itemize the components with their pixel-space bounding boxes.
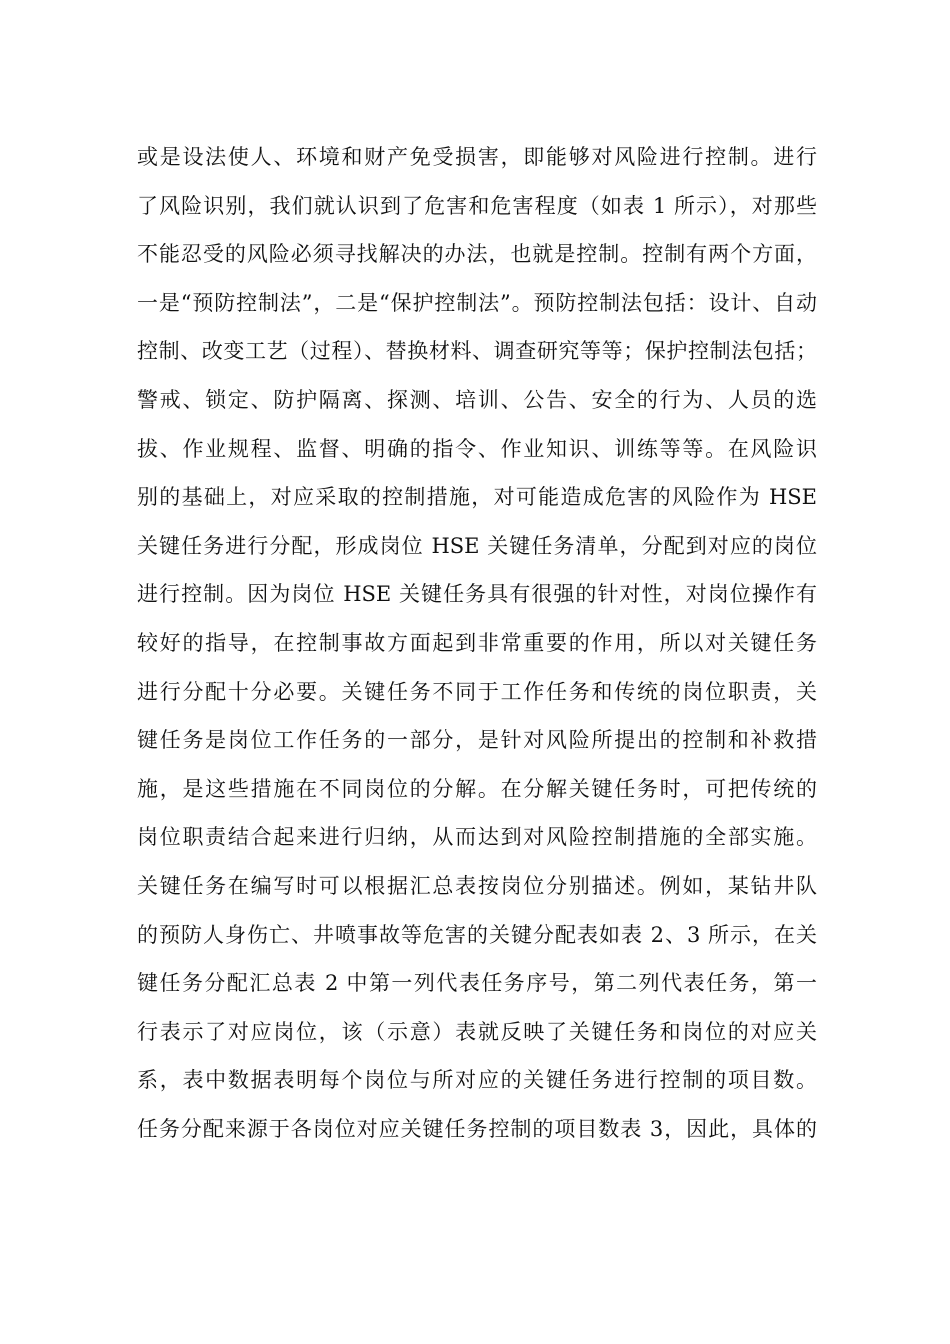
text-line: 别的基础上，对应采取的控制措施，对可能造成危害的风险作为 HSE bbox=[137, 485, 817, 510]
text-line: 的预防人身伤亡、井喷事故等危害的关键分配表如表 2、3 所示，在关 bbox=[137, 922, 817, 947]
text-line: 控制、改变工艺（过程）、替换材料、调查研究等等；保护控制法包括； bbox=[137, 339, 817, 364]
text-line: 系，表中数据表明每个岗位与所对应的关键任务进行控制的项目数。 bbox=[137, 1068, 817, 1093]
text-line: 或是设法使人、环境和财产免受损害，即能够对风险进行控制。进行 bbox=[137, 145, 817, 169]
text-line: 施，是这些措施在不同岗位的分解。在分解关键任务时，可把传统的 bbox=[137, 776, 817, 801]
text-line: 进行控制。因为岗位 HSE 关键任务具有很强的针对性，对岗位操作有 bbox=[137, 582, 817, 607]
text-line: 警戒、锁定、防护隔离、探测、培训、公告、安全的行为、人员的选 bbox=[137, 387, 817, 412]
text-line: 较好的指导，在控制事故方面起到非常重要的作用，所以对关键任务 bbox=[137, 630, 817, 655]
body-paragraph bbox=[137, 133, 817, 1153]
text-line: 关键任务进行分配，形成岗位 HSE 关键任务清单，分配到对应的岗位 bbox=[137, 533, 817, 558]
text-line: 关键任务在编写时可以根据汇总表按岗位分别描述。例如，某钻井队 bbox=[137, 873, 817, 898]
text-line: 进行分配十分必要。关键任务不同于工作任务和传统的岗位职责，关 bbox=[137, 679, 817, 704]
text-line: 一是“预防控制法”，二是“保护控制法”。预防控制法包括：设计、自动 bbox=[137, 290, 817, 315]
text-line: 拔、作业规程、监督、明确的指令、作业知识、训练等等。在风险识 bbox=[137, 436, 817, 461]
text-line: 了风险识别，我们就认识到了危害和危害程度（如表 1 所示），对那些 bbox=[137, 193, 817, 218]
text-line: 键任务是岗位工作任务的一部分，是针对风险所提出的控制和补救措 bbox=[137, 728, 817, 753]
text-line: 不能忍受的风险必须寻找解决的办法，也就是控制。控制有两个方面， bbox=[137, 242, 817, 267]
text-line: 行表示了对应岗位，该（示意）表就反映了关键任务和岗位的对应关 bbox=[137, 1019, 817, 1044]
text-line: 键任务分配汇总表 2 中第一列代表任务序号，第二列代表任务，第一 bbox=[137, 971, 817, 996]
text-line: 任务分配来源于各岗位对应关键任务控制的项目数表 3，因此，具体的 bbox=[137, 1116, 817, 1141]
text-line: 岗位职责结合起来进行归纳，从而达到对风险控制措施的全部实施。 bbox=[137, 825, 817, 850]
